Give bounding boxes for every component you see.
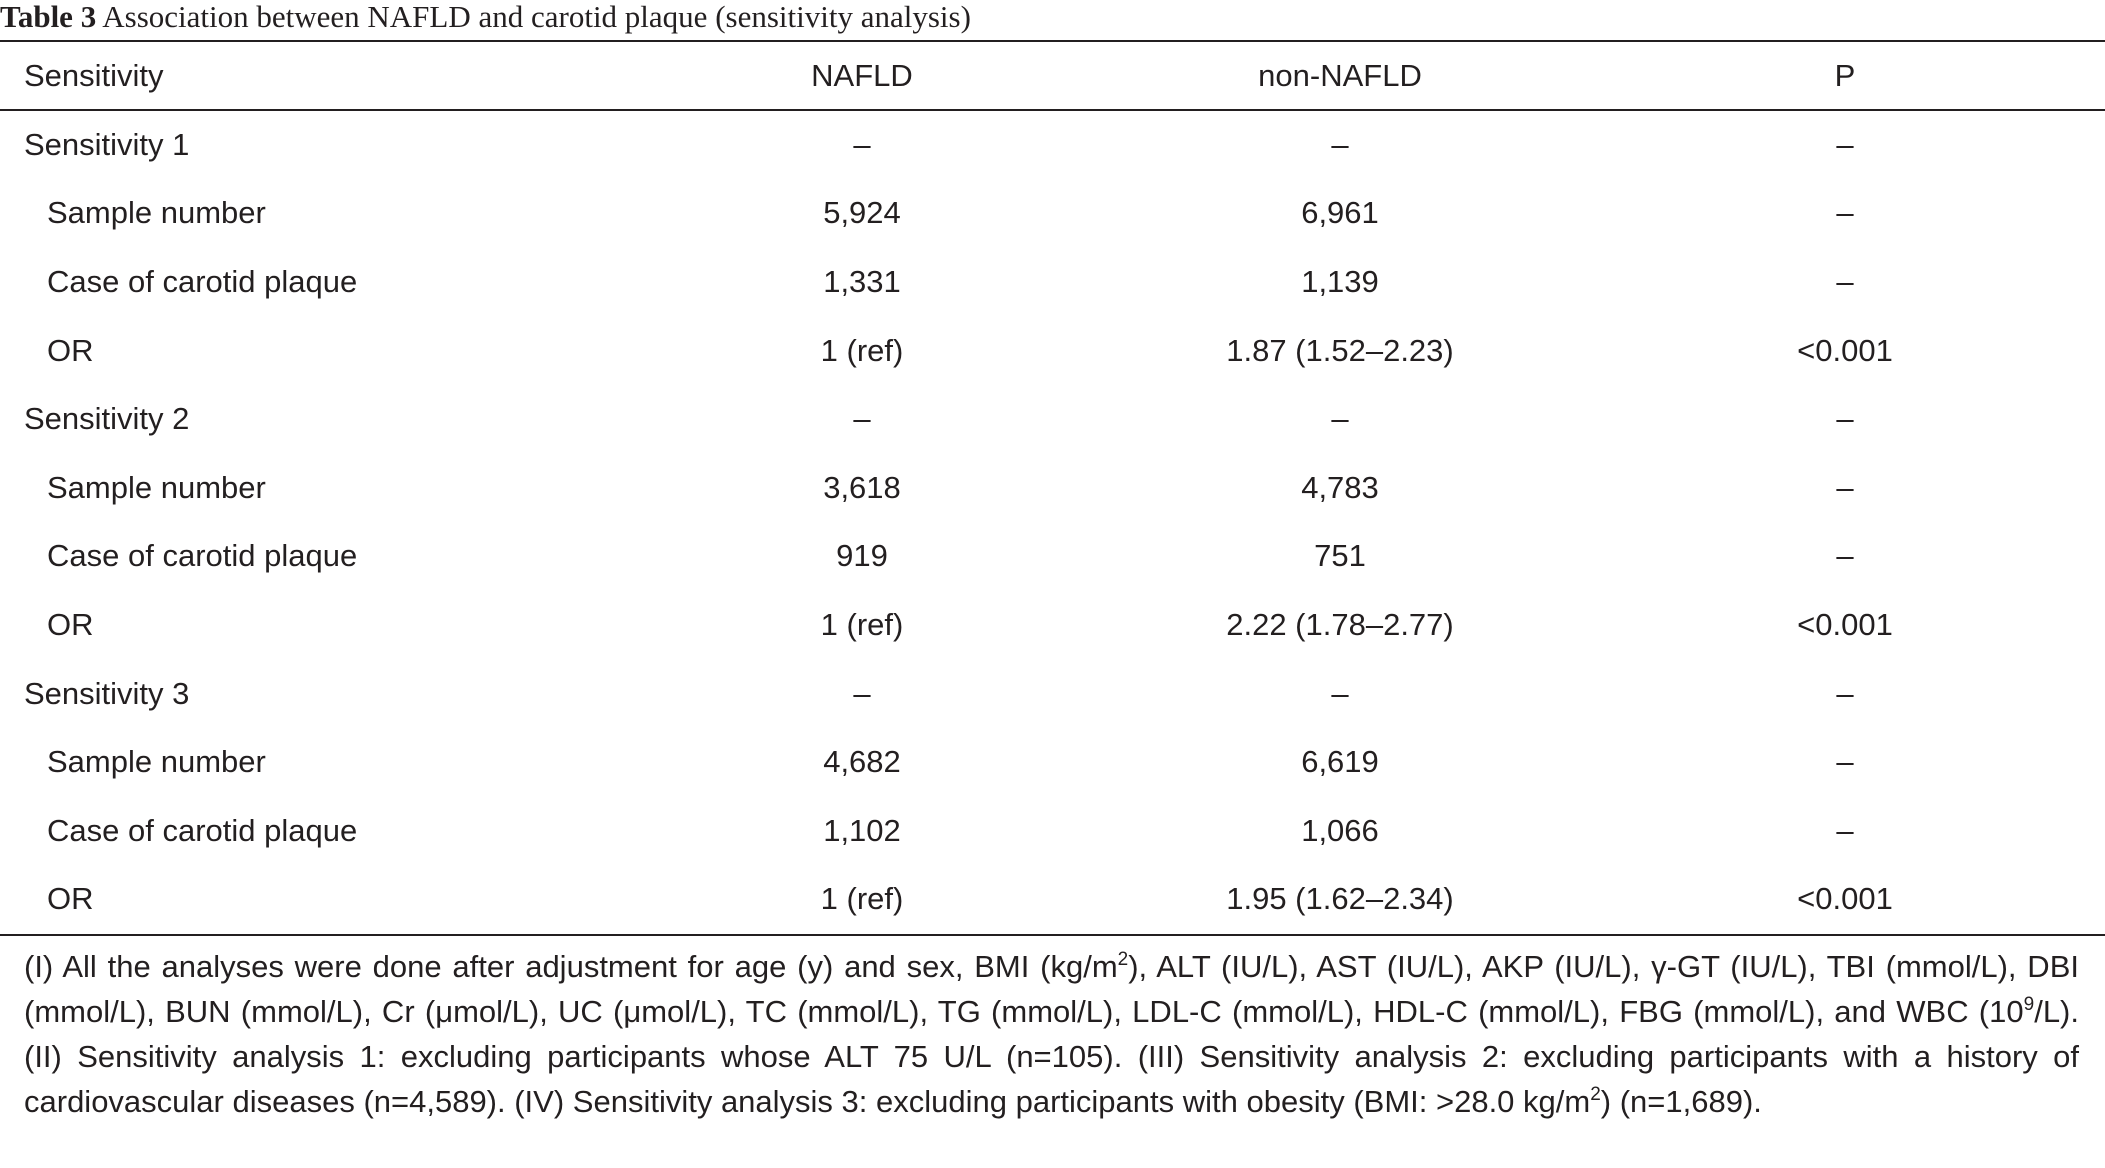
non-nafld-value: 6,619 [1301,744,1379,780]
table-row [0,659,2105,728]
row-label: Case of carotid plaque [47,264,358,300]
table-row [0,591,2105,660]
nafld-value: 4,682 [823,744,901,780]
non-nafld-value: 4,783 [1301,469,1379,505]
footnote-part-2: ), ALT (IU/L), AST (IU/L), AKP (IU/L), γ-GT (IU/L), TBI (mmol/L), DBI (mmol/L), BUN (mmol/L), Cr (μmol/L), UC (μmol/L), TC (mmol/L), TG (mmol/L), LDL-C (mmol/L), HDL-C (mmol/L), FBG (mmol/L), and WBC (10 [24,949,2079,1029]
nafld-value: 5,924 [823,195,901,231]
row-label: Case of carotid plaque [47,812,358,848]
p-value: <0.001 [1797,332,1893,368]
row-label: OR [47,332,94,368]
footnote-part-1: (I) All the analyses were done after adjustment for age (y) and sex, BMI (kg/m [24,949,1118,984]
nafld-value: – [853,401,871,437]
non-nafld-value: 2.22 (1.78–2.77) [1226,607,1454,643]
footnote-superscript-1: 2 [1117,949,1129,970]
table-row [0,728,2105,797]
table-row [0,248,2105,317]
table-row [0,454,2105,523]
non-nafld-value: 751 [1314,538,1366,574]
non-nafld-value: 1.95 (1.62–2.34) [1226,881,1454,917]
header-rule [0,109,2105,111]
table-label: Table 3 [0,0,97,34]
bottom-rule [0,934,2105,936]
table-title: Association between NAFLD and carotid plaque (sensitivity analysis) [96,0,971,34]
non-nafld-value: 1.87 (1.52–2.23) [1226,332,1454,368]
nafld-value: – [853,675,871,711]
p-value: <0.001 [1797,881,1893,917]
nafld-value: 1 (ref) [820,881,904,917]
table-row [0,111,2105,180]
non-nafld-value: – [1331,126,1349,162]
nafld-value: 3,618 [823,469,901,505]
p-value: – [1836,538,1854,574]
row-label: OR [47,607,94,643]
table-row [0,797,2105,866]
footnote-part-3: /L). (II) Sensitivity analysis 1: excluding participants whose ALT 75 U/L (n=105). (III) Sensitivity analysis 2: excluding participants with a history of cardiovascular diseases (n=4,589). (IV) Sensitivity analysis 3: excluding participants with obesity (BMI: >28.0 kg/m [24,994,2079,1119]
non-nafld-value: – [1331,675,1349,711]
p-value: – [1836,401,1854,437]
header-non-nafld: non-NAFLD [1258,58,1422,94]
row-label: Sample number [47,744,266,780]
nafld-value: – [853,126,871,162]
row-label: OR [47,881,94,917]
nafld-value: 919 [836,538,888,574]
table-footnotes [24,944,2079,1124]
footnote-superscript-2: 9 [2023,994,2035,1015]
p-value: – [1836,126,1854,162]
p-value: – [1836,264,1854,300]
row-label: Sensitivity 1 [24,126,190,162]
p-value: – [1836,812,1854,848]
row-label: Sample number [47,469,266,505]
row-label: Sample number [47,195,266,231]
nafld-value: 1 (ref) [820,332,904,368]
p-value: <0.001 [1797,607,1893,643]
table-row [0,385,2105,454]
non-nafld-value: 6,961 [1301,195,1379,231]
results-table [0,42,2105,934]
p-value: – [1836,469,1854,505]
footnote-superscript-3: 2 [1590,1084,1601,1105]
header-p: P [1834,58,1856,94]
table-row [0,316,2105,385]
table-caption [0,0,2105,40]
p-value: – [1836,744,1854,780]
table-header-row [0,42,2105,111]
footnote-part-4: ) (n=1,689). [1600,1084,1762,1119]
non-nafld-value: – [1331,401,1349,437]
row-label: Sensitivity 3 [24,675,190,711]
table-row [0,865,2105,934]
header-nafld: NAFLD [811,58,913,94]
p-value: – [1836,195,1854,231]
non-nafld-value: 1,066 [1301,812,1379,848]
row-label: Case of carotid plaque [47,538,358,574]
table-body [0,111,2105,934]
p-value: – [1836,675,1854,711]
header-sensitivity: Sensitivity [24,58,164,94]
non-nafld-value: 1,139 [1301,264,1379,300]
table-row [0,522,2105,591]
nafld-value: 1,331 [823,264,901,300]
nafld-value: 1 (ref) [820,607,904,643]
table-row [0,179,2105,248]
row-label: Sensitivity 2 [24,401,190,437]
nafld-value: 1,102 [823,812,901,848]
